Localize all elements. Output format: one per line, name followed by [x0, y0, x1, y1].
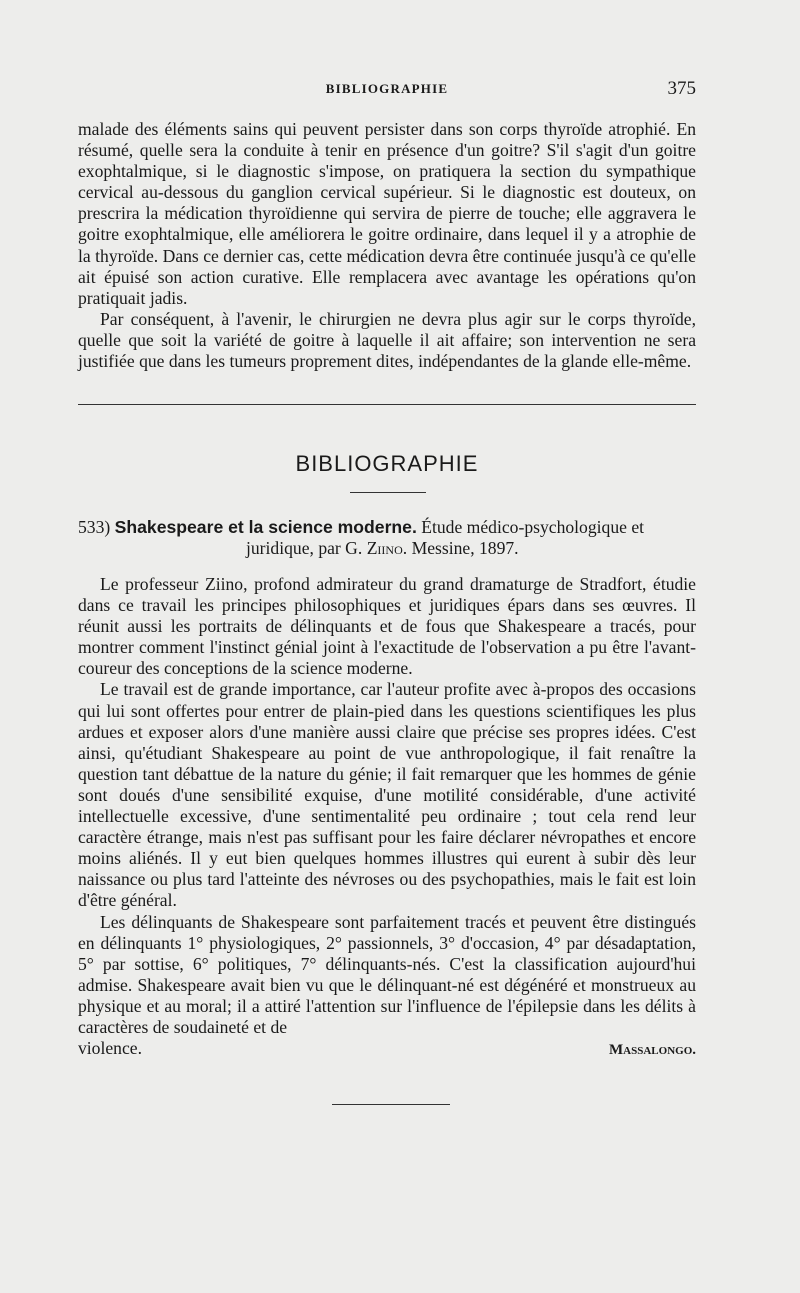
page-number: 375 [667, 78, 696, 99]
continued-paragraph: malade des éléments sains qui peuvent persister dans son corps thyroïde atrophié. En résumé, quelle sera la conduite à tenir en présence d'un goitre? S'il s'agit d'un goitre exophtalmique, si le diagnostic s'impose, on pratiquera la section du sympathique cervical au-dessous du ganglion cervical supérieur. Si le diagnostic est douteux, on prescrira la médication thyroïdienne qui servira de pierre de touche; elle aggravera le goitre exophtalmique, elle améliorera le goitre ordinaire, dans lequel il y a atrophie de la thyroïde. Dans ce dernier cas, cette médication devra être continuée jusqu'à ce qu'elle ait épuisé son action curative. Elle remplacera avec avantage les opérations qu'on pratiquait jadis. [78, 119, 696, 308]
entry-subtitle-cont: juridique, par G. [246, 538, 367, 558]
entry-number: 533) [78, 517, 111, 537]
entry-author: Ziino [366, 538, 403, 558]
running-head [78, 78, 696, 100]
entry-place-year: . Messine, 1897. [402, 538, 519, 558]
entry-subtitle: Étude médico-psychologique et [416, 517, 645, 537]
entry-title: Shakespeare et la science moderne. [114, 517, 417, 537]
running-title: BIBLIOGRAPHIE [325, 81, 449, 96]
continued-text [78, 119, 696, 372]
bibliography-entry-heading [78, 517, 696, 559]
review-paragraph: Le travail est de grande importance, car l'auteur profite avec à-propos des occasions qui lui sont offertes pour entrer de plain-pied dans les questions scientifiques les plus ardues et exposer alors d'une manière aussi claire que précise ses propres idées. C'est ainsi, qu'étudiant Shakespeare au point de vue anthropologique, il fait renaître la question tant débattue de la nature du génie; il fait remarquer que les hommes de génie sont doués d'une sensibilité exquise, d'une motilité considérable, d'une activité intellectuelle excessive, d'une sentimentalité peu ordinaire ; tout cela rend leur caractère étrange, mais n'est pas suffisant pour les faire déclarer névropathes et encore moins aliénés. Il y eut bien quelques hommes illustres qui eurent à subir dès leur naissance ou plus tard l'atteinte des névroses ou des psychopathies, mais le fait est loin d'être général. [78, 679, 696, 911]
reviewer-signature: Massalongo. [609, 1042, 696, 1059]
review-closing-line [78, 1038, 696, 1061]
end-rule [332, 1104, 450, 1105]
review-last-word: violence. [78, 1038, 142, 1059]
review-paragraph: Les délinquants de Shakespeare sont parfaitement tracés et peuvent être distingués en délinquants 1° physiologiques, 2° passionnels, 3° d'occasion, 4° par désadaptation, 5° par sottise, 6° politiques, 7° délinquants-nés. C'est la classification aujourd'hui admise. Shakespeare avait bien vu que le délinquant-né est dégénéré et monstrueux au physique et au moral; il a attiré l'attention sur l'influence de l'épilepsie dans les délits à caractères de soudaineté et de [78, 911, 696, 1037]
section-title: BIBLIOGRAPHIE [295, 451, 479, 476]
section-divider [78, 404, 696, 405]
review-text [78, 574, 696, 1061]
review-paragraph: Le professeur Ziino, profond admirateur du grand dramaturge de Stradfort, étudie dans ce travail les principes philosophiques et juridiques épars dans ses œuvres. Il réunit aussi les portraits de délinquants et de fous que Shakespeare a tracés, pour montrer comment l'instinct génial joint à l'exactitude de l'observation a pu être l'avant-coureur des conceptions de la science moderne. [78, 574, 696, 679]
continued-paragraph: Par conséquent, à l'avenir, le chirurgien ne devra plus agir sur le corps thyroïde, quelle que soit la variété de goitre à laquelle il ait affaire; son intervention ne sera justifiée que dans les tumeurs proprement dites, indépendantes de la glande elle-même. [78, 308, 696, 372]
title-underline [350, 492, 426, 493]
